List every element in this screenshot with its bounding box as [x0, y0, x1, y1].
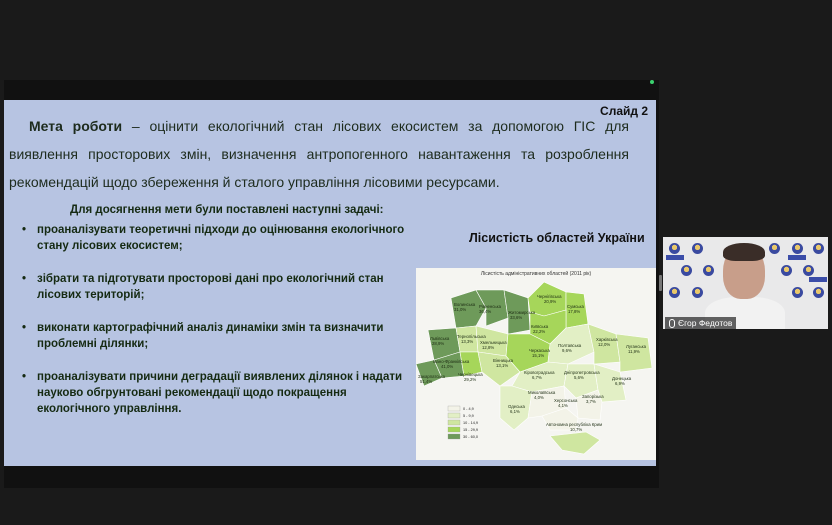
backdrop-logo-icon — [669, 287, 680, 298]
panel-resize-handle[interactable] — [659, 275, 662, 291]
backdrop-logo-icon — [692, 243, 703, 254]
map-value: 13,1% — [496, 363, 509, 368]
map-value: 4,0% — [534, 395, 544, 400]
map-label: Одеська — [508, 404, 525, 409]
map-label: Миколаївська — [528, 390, 556, 395]
map-legend — [448, 406, 478, 439]
map-label: Чернігівська — [537, 294, 562, 299]
map-value: 4,1% — [558, 403, 568, 408]
backdrop-logo-icon — [769, 243, 780, 254]
backdrop-logo-icon — [803, 265, 814, 276]
presentation-slide — [4, 100, 656, 466]
map-label: Тернопільська — [457, 334, 486, 339]
map-label: Вінницька — [493, 358, 514, 363]
map-label: Сумська — [567, 304, 584, 309]
map-label: Полтавська — [558, 343, 582, 348]
forest-cover-map — [416, 268, 656, 460]
backdrop-logo-icon — [792, 243, 803, 254]
map-value: 13,3% — [461, 339, 474, 344]
map-value: 9,6% — [562, 348, 572, 353]
map-label: Автономна республіка Крим — [546, 422, 603, 427]
backdrop-label — [788, 255, 806, 260]
task-item: • виконати картографічний аналіз динаміки змін та визначити проблемні ділянки; — [22, 320, 407, 352]
backdrop-logo-icon — [669, 243, 680, 254]
map-value: 28,9% — [432, 341, 445, 346]
goal-title: Мета роботи — [29, 118, 123, 134]
map-value: 6,7% — [532, 375, 542, 380]
map-label: Черкаська — [529, 348, 550, 353]
legend-label: 30 - 60,0 — [463, 435, 478, 439]
participant-name-tag — [665, 317, 736, 329]
backdrop-label — [809, 277, 827, 282]
backdrop-logo-icon — [681, 265, 692, 276]
map-label: Харківська — [596, 337, 618, 342]
map-value: 11,9% — [628, 349, 640, 354]
participant-video-tile[interactable] — [663, 237, 828, 329]
legend-label: 0 - 4,9 — [463, 407, 474, 411]
slide-number: Слайд 2 — [600, 104, 648, 118]
map-value: 31,0% — [454, 307, 467, 312]
map-label: Рівненська — [479, 304, 501, 309]
map-inner-title: Лісистість адміністративних областей (2011 рік) — [480, 271, 592, 277]
legend-label: 10 - 14,9 — [463, 421, 478, 425]
map-label: Дніпропетровська — [564, 370, 600, 375]
map-value: 12,0% — [598, 342, 611, 347]
map-value: 3,7% — [586, 399, 596, 404]
legend-label: 15 - 29,9 — [463, 428, 478, 432]
map-label: Луганська — [626, 344, 647, 349]
map-label: Житомирська — [508, 310, 536, 315]
goal-paragraph — [9, 112, 629, 196]
map-label: Волинська — [454, 302, 476, 307]
backdrop-logo-icon — [781, 265, 792, 276]
map-label: Хмельницька — [480, 340, 507, 345]
task-item: • зібрати та підготувати просторові дані про екологічний стан лісових територій; — [22, 271, 407, 303]
backdrop-logo-icon — [692, 287, 703, 298]
map-value: 12,8% — [482, 345, 495, 350]
map-value: 10,7% — [570, 427, 583, 432]
map-value: 41,0% — [441, 364, 454, 369]
map-value: 29,2% — [464, 377, 477, 382]
ukraine-map-svg — [416, 268, 656, 460]
map-value: 17,8% — [568, 309, 581, 314]
backdrop-logo-icon — [813, 243, 824, 254]
map-value: 33,6% — [510, 315, 523, 320]
tasks-heading: Для досягнення мети були поставлені наступні задачі: — [70, 204, 384, 216]
map-label: Кіровоградська — [524, 370, 555, 375]
task-item: • проаналізувати теоретичні підходи до оцінювання екологічного стану лісових екосистем; — [22, 222, 407, 254]
map-value: 22,2% — [533, 329, 546, 334]
map-label: Київська — [531, 324, 549, 329]
map-value: 5,6% — [574, 375, 584, 380]
map-value: 20,9% — [544, 299, 557, 304]
participant-name: Єгор Федотов — [678, 318, 733, 328]
map-label: Донецька — [612, 376, 632, 381]
participant-hair — [723, 243, 765, 261]
map-label: Чернівецька — [458, 372, 483, 377]
map-value: 6,9% — [615, 381, 625, 386]
goal-text: – оцінити екологічний стан лісових екосистем за допомогою ГІС для виявлення просторових змін, визначення антропогенного навантаження та розроблення рекомендацій щодо збереження й сталого управління лісовими ресурсами. — [9, 118, 629, 190]
map-value: 51,4% — [420, 379, 433, 384]
backdrop-label — [666, 255, 684, 260]
backdrop-logo-icon — [813, 287, 824, 298]
legend-label: 5 - 9,9 — [463, 414, 474, 418]
map-title: Лісистість областей України — [469, 231, 645, 245]
map-value: 6,1% — [510, 409, 520, 414]
map-label: Львівська — [430, 336, 450, 341]
sharing-indicator-dot — [650, 80, 654, 84]
map-value: 15,1% — [532, 353, 545, 358]
map-value: 36,4% — [479, 309, 492, 314]
map-label: Херсонська — [554, 398, 578, 403]
task-item: • проаналізувати причини деградації виявлених ділянок і надати науково обгрунтовані рекомендації щодо покращення екологічного управління. — [22, 369, 407, 417]
backdrop-logo-icon — [703, 265, 714, 276]
map-label: Закарпатська — [418, 374, 446, 379]
mic-icon — [669, 319, 675, 328]
backdrop-logo-icon — [792, 287, 803, 298]
tasks-list — [22, 222, 407, 434]
map-label: Запорізька — [582, 394, 604, 399]
map-label: Івано-Франківська — [433, 359, 470, 364]
